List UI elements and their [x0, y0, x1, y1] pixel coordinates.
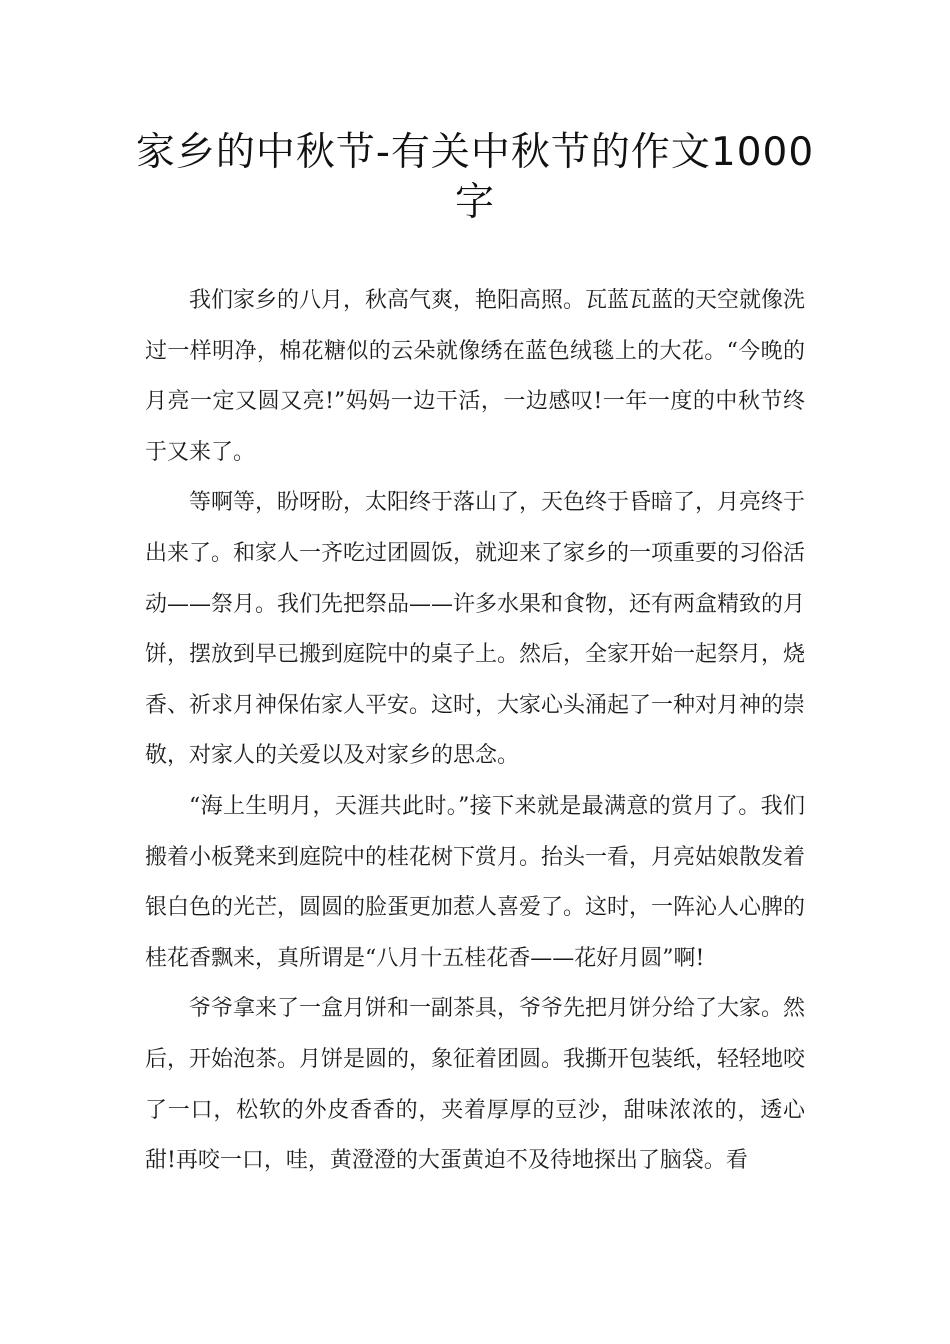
- paragraph-2: 等啊等，盼呀盼，太阳终于落山了，天色终于昏暗了，月亮终于出来了。和家人一齐吃过团圆饭，就迎来了家乡的一项重要的习俗活动——祭月。我们先把祭品——许多水果和食物，还有两盒精致的月饼，摆放到早已搬到庭院中的桌子上。然后，全家开始一起祭月，烧香、祈求月神保佑家人平安。这时，大家心头涌起了一种对月神的崇敬，对家人的关爱以及对家乡的思念。: [145, 490, 806, 769]
- document-body: [145, 276, 805, 1187]
- paragraph-3: “海上生明月，天涯共此时。”接下来就是最满意的赏月了。我们搬着小板凳来到庭院中的桂花树下赏月。抬头一看，月亮姑娘散发着银白色的光芒，圆圆的脸蛋更加惹人喜爱了。这时，一阵沁人心脾的桂花香飘来，真所谓是“八月十五桂花香——花好月圆”啊!: [145, 793, 806, 971]
- paragraph-1: 我们家乡的八月，秋高气爽，艳阳高照。瓦蓝瓦蓝的天空就像洗过一样明净，棉花糖似的云朵就像绣在蓝色绒毯上的大花。“今晚的月亮一定又圆又亮!”妈妈一边干活，一边感叹!一年一度的中秋节终于又来了。: [145, 288, 806, 465]
- paragraph-4: 爷爷拿来了一盒月饼和一副茶具，爷爷先把月饼分给了大家。然后，开始泡茶。月饼是圆的，象征着团圆。我撕开包装纸，轻轻地咬了一口，松软的外皮香香的，夹着厚厚的豆沙，甜味浓浓的，透心甜!再咬一口，哇，黄澄澄的大蛋黄迫不及待地探出了脑袋。看: [145, 996, 806, 1174]
- document-title: 家乡的中秋节-有关中秋节的作文1000字: [135, 130, 815, 225]
